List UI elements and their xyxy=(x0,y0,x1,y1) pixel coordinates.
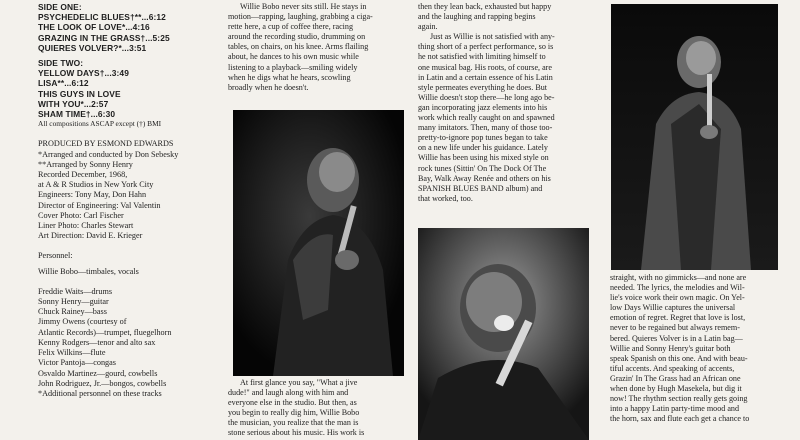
text-line: and the laughing and rapping begins xyxy=(418,12,536,22)
side-one-heading: SIDE ONE: xyxy=(38,2,82,12)
personnel-line: *Additional personnel on these tracks xyxy=(38,388,162,398)
paragraph xyxy=(418,2,590,204)
text-line: again. xyxy=(418,22,438,32)
personnel-line: Jimmy Owens (courtesy of xyxy=(38,317,127,327)
side-two-heading: SIDE TWO: xyxy=(38,58,84,69)
track-item: LISA**...6:12 xyxy=(38,78,89,89)
track-item: SHAM TIME†...6:30 xyxy=(38,109,116,120)
paragraph xyxy=(228,2,410,93)
credit-line: **Arranged by Sonny Henry xyxy=(38,159,133,169)
performer-photo-closeup xyxy=(418,228,589,440)
text-line: SPANISH BLUES BAND album) and xyxy=(418,183,543,193)
personnel-line: John Rodriguez, Jr.—bongos, cowbells xyxy=(38,378,167,388)
text-line: everyone else in the studio. But then, as xyxy=(228,398,357,408)
text-line: around the recording studio, drumming on xyxy=(228,32,366,42)
text-line: low Days Willie captures the universal xyxy=(610,303,736,313)
track-item: QUIERES VOLVER?*...3:51 xyxy=(38,42,147,53)
text-line: straight, with no gimmicks—and none are xyxy=(610,273,747,282)
text-line: needed. The lyrics, the melodies and Wil- xyxy=(610,283,745,293)
text-line: many imitators. Then, many of those too- xyxy=(418,123,553,133)
text-line: At first glance you say, "What a jive xyxy=(240,378,358,387)
personnel-line: Victor Pantoja—congas xyxy=(38,358,116,368)
text-line: Willie Bobo never sits still. He stays in xyxy=(240,2,367,11)
text-line: speak Spanish on this one. And with beau- xyxy=(610,353,748,363)
text-line: Just as Willie is not satisfied with any- xyxy=(430,32,555,42)
text-line: then they lean back, exhausted but happy xyxy=(418,2,552,11)
text-line: you begin to really dig him, Willie Bobo xyxy=(228,408,360,418)
text-line: the musician, you realize that the man is xyxy=(228,418,359,428)
track-item: THE LOOK OF LOVE*...4:16 xyxy=(38,22,150,33)
personnel-line: Freddie Waits—drums xyxy=(38,286,113,296)
text-line: about, he dances to his own music while xyxy=(228,52,359,62)
credit-line: Art Direction: David E. Krieger xyxy=(38,231,143,241)
text-line: Willie has been using his mixed style on xyxy=(418,153,549,163)
performer-photo-singing xyxy=(233,110,404,376)
track-item: WITH YOU*...2:57 xyxy=(38,98,109,109)
text-line: in Latin and a certain essence of his Latin xyxy=(418,72,553,82)
text-line: now! The rhythm section really gets going xyxy=(610,394,748,404)
text-line: Bay, Walk Away Renée and others on his xyxy=(418,173,551,183)
credit-line: Cover Photo: Carl Fischer xyxy=(38,210,124,220)
text-line: emotion of regret. Regret that love is lost, xyxy=(610,313,746,323)
personnel-lead: Willie Bobo—timbales, vocals xyxy=(38,266,139,276)
text-line: never to be regained but always remem- xyxy=(610,323,740,333)
personnel-line: Felix Wilkins—flute xyxy=(38,348,106,358)
text-line: motion—rapping, laughing, grabbing a ciga- xyxy=(228,12,373,22)
text-line: that worked, too. xyxy=(418,193,473,203)
text-line: pretty-to-ignore pop tunes began to take xyxy=(418,133,548,143)
credit-line: PRODUCED BY ESMOND EDWARDS xyxy=(38,139,174,149)
text-line: bered. Quieres Volver is in a Latin bag— xyxy=(610,333,743,343)
text-line: into a happy Latin party-time mood and xyxy=(610,404,740,414)
personnel-heading: Personnel: xyxy=(38,251,73,261)
text-line: on a new life under his guidance. Lately xyxy=(418,143,548,153)
text-line: tiful accents. And speaking of accents, xyxy=(610,363,735,373)
personnel-line: Atlantic Records)—trumpet, fluegelhorn xyxy=(38,327,172,337)
paragraph xyxy=(228,378,410,439)
credit-line: Recorded December, 1968, xyxy=(38,170,128,180)
credit-line: at A & R Studios in New York City xyxy=(38,180,154,190)
credit-line: *Arranged and conducted by Don Sebesky xyxy=(38,149,179,159)
text-line: thing short of a perfect performance, so is xyxy=(418,42,554,52)
text-line: broadly when he doesn't. xyxy=(228,82,309,92)
credits-column xyxy=(38,0,216,440)
text-line: dude!" and laugh along with him and xyxy=(228,388,349,398)
paragraph xyxy=(610,273,782,424)
personnel-line: Osvaldo Martinez—gourd, cowbells xyxy=(38,368,158,378)
personnel-line: Chuck Rainey—bass xyxy=(38,307,107,317)
credit-line: Engineers: Tony May, Don Hahn xyxy=(38,190,147,200)
personnel-line: Kenny Rodgers—tenor and alto sax xyxy=(38,337,156,347)
credit-line: Director of Engineering: Val Valentin xyxy=(38,200,161,210)
credit-line: Liner Photo: Charles Stewart xyxy=(38,221,134,231)
text-line: rock tunes (Sittin' On The Dock Of The xyxy=(418,163,547,173)
text-line: Willie doesn't stop there—he long ago be- xyxy=(418,92,555,102)
text-line: Grazin' In The Grass had an African one xyxy=(610,373,741,383)
personnel-line: Sonny Henry—guitar xyxy=(38,297,109,307)
text-line: Willie and Sonny Henry's guitar both xyxy=(610,343,731,353)
text-line: rette here, a cup of coffee there, racing xyxy=(228,22,354,32)
text-line: when he digs what he hears, scowling xyxy=(228,72,351,82)
text-line: work which really caught on and spawned xyxy=(418,113,555,123)
text-line: listening to a playback—smiling widely xyxy=(228,62,358,72)
track-item: PSYCHEDELIC BLUES†**...6:12 xyxy=(38,12,166,23)
track-item: THIS GUYS IN LOVE xyxy=(38,88,121,99)
performer-photo-standing xyxy=(611,4,778,270)
text-line: gan incorporating jazz elements into his xyxy=(418,102,548,112)
text-line: the horn, sax and flute each get a chance to xyxy=(610,414,750,424)
text-line: tables, on chairs, on his knee. Arms flailing xyxy=(228,42,369,52)
track-item: GRAZING IN THE GRASS†...5:25 xyxy=(38,32,170,43)
text-line: stone serious about his music. His work is xyxy=(228,428,365,438)
text-line: lie's voice work their own magic. On Yel- xyxy=(610,293,745,303)
track-item: YELLOW DAYS†...3:49 xyxy=(38,68,129,79)
text-line: he not satisfied with limiting himself to xyxy=(418,52,546,62)
text-line: one musical bag. His roots, of course, are xyxy=(418,62,552,72)
rights-note: All compositions ASCAP except (†) BMI xyxy=(38,119,162,129)
text-line: when done by Hugh Masekela, but dig it xyxy=(610,384,742,394)
text-line: style permeates everything he does. But xyxy=(418,82,548,92)
